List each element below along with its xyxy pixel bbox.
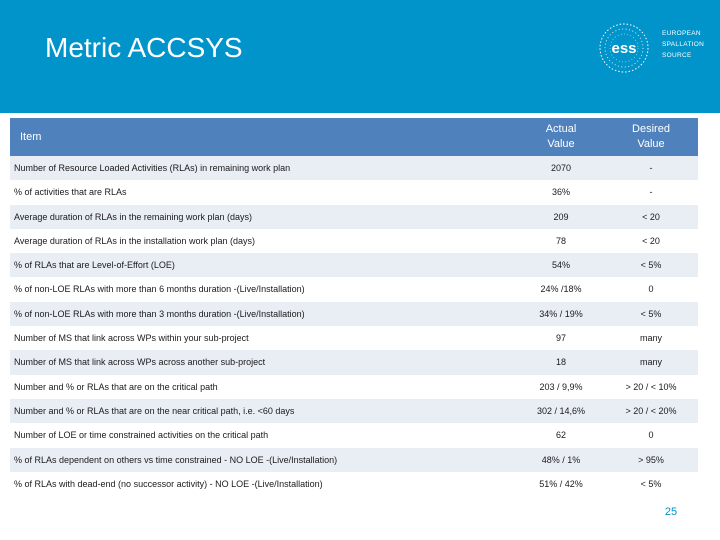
logo-line-2: SPALLATION	[662, 41, 705, 48]
row-item-cell: % of RLAs dependent on others vs time constrained - NO LOE -(Live/Installation)	[14, 454, 338, 465]
row-desired-cell: many	[639, 357, 662, 368]
row-desired-cell: < 5%	[640, 308, 662, 319]
table-row	[10, 350, 698, 374]
row-item-cell: % of non-LOE RLAs with more than 6 months duration -(Live/Installation)	[14, 284, 305, 295]
row-desired-cell: < 5%	[640, 478, 662, 489]
slide-header	[0, 0, 720, 113]
table-row	[10, 229, 698, 253]
row-desired-cell: > 20 / < 10%	[625, 381, 677, 392]
row-desired-cell: 0	[648, 284, 654, 295]
logo-line-1: EUROPEAN	[662, 30, 701, 37]
row-item-cell: Number and % or RLAs that are on the near critical path, i.e. <60 days	[14, 405, 295, 416]
page-number: 25	[664, 506, 678, 518]
table-row	[10, 326, 698, 350]
row-actual-cell: 97	[555, 333, 566, 344]
row-desired-cell: < 20	[642, 235, 660, 246]
table-row	[10, 472, 698, 496]
row-item-cell: Average duration of RLAs in the installation work plan (days)	[14, 235, 255, 246]
table-row	[10, 156, 698, 180]
row-item-cell: Number of LOE or time constrained activities on the critical path	[14, 430, 269, 441]
row-actual-cell: 36%	[551, 187, 570, 198]
row-desired-cell: 0	[648, 430, 654, 441]
row-desired-cell: < 5%	[640, 260, 662, 271]
column-header-actual-line2: Value	[547, 138, 575, 150]
row-desired-cell: < 20	[642, 211, 660, 222]
row-desired-cell: many	[639, 333, 662, 344]
row-item-cell: Number of MS that link across WPs across another sub-project	[14, 357, 266, 368]
table-row	[10, 205, 698, 229]
row-item-cell: Average duration of RLAs in the remaining work plan (days)	[14, 211, 252, 222]
table-row	[10, 180, 698, 204]
row-item-cell: % of RLAs with dead-end (no successor activity) - NO LOE -(Live/Installation)	[14, 478, 323, 489]
row-actual-cell: 51% / 42%	[539, 478, 583, 489]
row-item-cell: Number of MS that link across WPs within your sub-project	[14, 333, 249, 344]
metrics-table	[10, 118, 698, 496]
row-desired-cell: -	[649, 163, 653, 173]
row-desired-cell: > 95%	[638, 454, 664, 465]
column-header-desired-line2: Value	[637, 138, 665, 150]
row-desired-cell: -	[649, 187, 653, 198]
row-actual-cell: 54%	[551, 260, 570, 271]
row-actual-cell: 2070	[550, 163, 572, 173]
column-header-item: Item	[20, 131, 42, 143]
table-row	[10, 448, 698, 472]
ess-logo	[596, 20, 716, 76]
table-body	[10, 156, 698, 496]
table-row	[10, 277, 698, 301]
table-row	[10, 253, 698, 277]
column-header-actual-line1: Actual	[545, 123, 577, 135]
table-row	[10, 423, 698, 447]
row-actual-cell: 203 / 9,9%	[539, 381, 583, 392]
table-row	[10, 399, 698, 423]
logo-mark-text: ess	[611, 40, 637, 57]
row-actual-cell: 48% / 1%	[541, 454, 581, 465]
row-desired-cell: > 20 / < 20%	[625, 405, 677, 416]
table-header	[10, 118, 698, 156]
row-actual-cell: 302 / 14,6%	[536, 405, 586, 416]
row-item-cell: Number and % or RLAs that are on the critical path	[14, 381, 218, 392]
row-item-cell: % of RLAs that are Level-of-Effort (LOE)	[14, 260, 175, 271]
column-header-desired-line1: Desired	[632, 123, 670, 135]
row-actual-cell: 18	[555, 357, 566, 368]
row-item-cell: % of activities that are RLAs	[14, 187, 127, 198]
slide-title: Metric ACCSYS	[45, 32, 243, 63]
row-actual-cell: 34% / 19%	[539, 308, 583, 319]
row-item-cell: % of non-LOE RLAs with more than 3 months duration -(Live/Installation)	[14, 308, 305, 319]
table-row	[10, 302, 698, 326]
row-actual-cell: 209	[553, 211, 569, 222]
row-actual-cell: 62	[555, 430, 566, 441]
logo-wordmark	[662, 28, 704, 61]
row-actual-cell: 78	[555, 235, 566, 246]
row-item-cell: Number of Resource Loaded Activities (RLAs) in remaining work plan	[14, 163, 291, 173]
table-row	[10, 375, 698, 399]
ess-logo-mark-icon	[596, 20, 658, 76]
column-header-desired	[608, 122, 694, 152]
logo-line-3: SOURCE	[662, 52, 692, 59]
row-actual-cell: 24% /18%	[540, 284, 582, 295]
column-header-actual	[520, 122, 602, 152]
